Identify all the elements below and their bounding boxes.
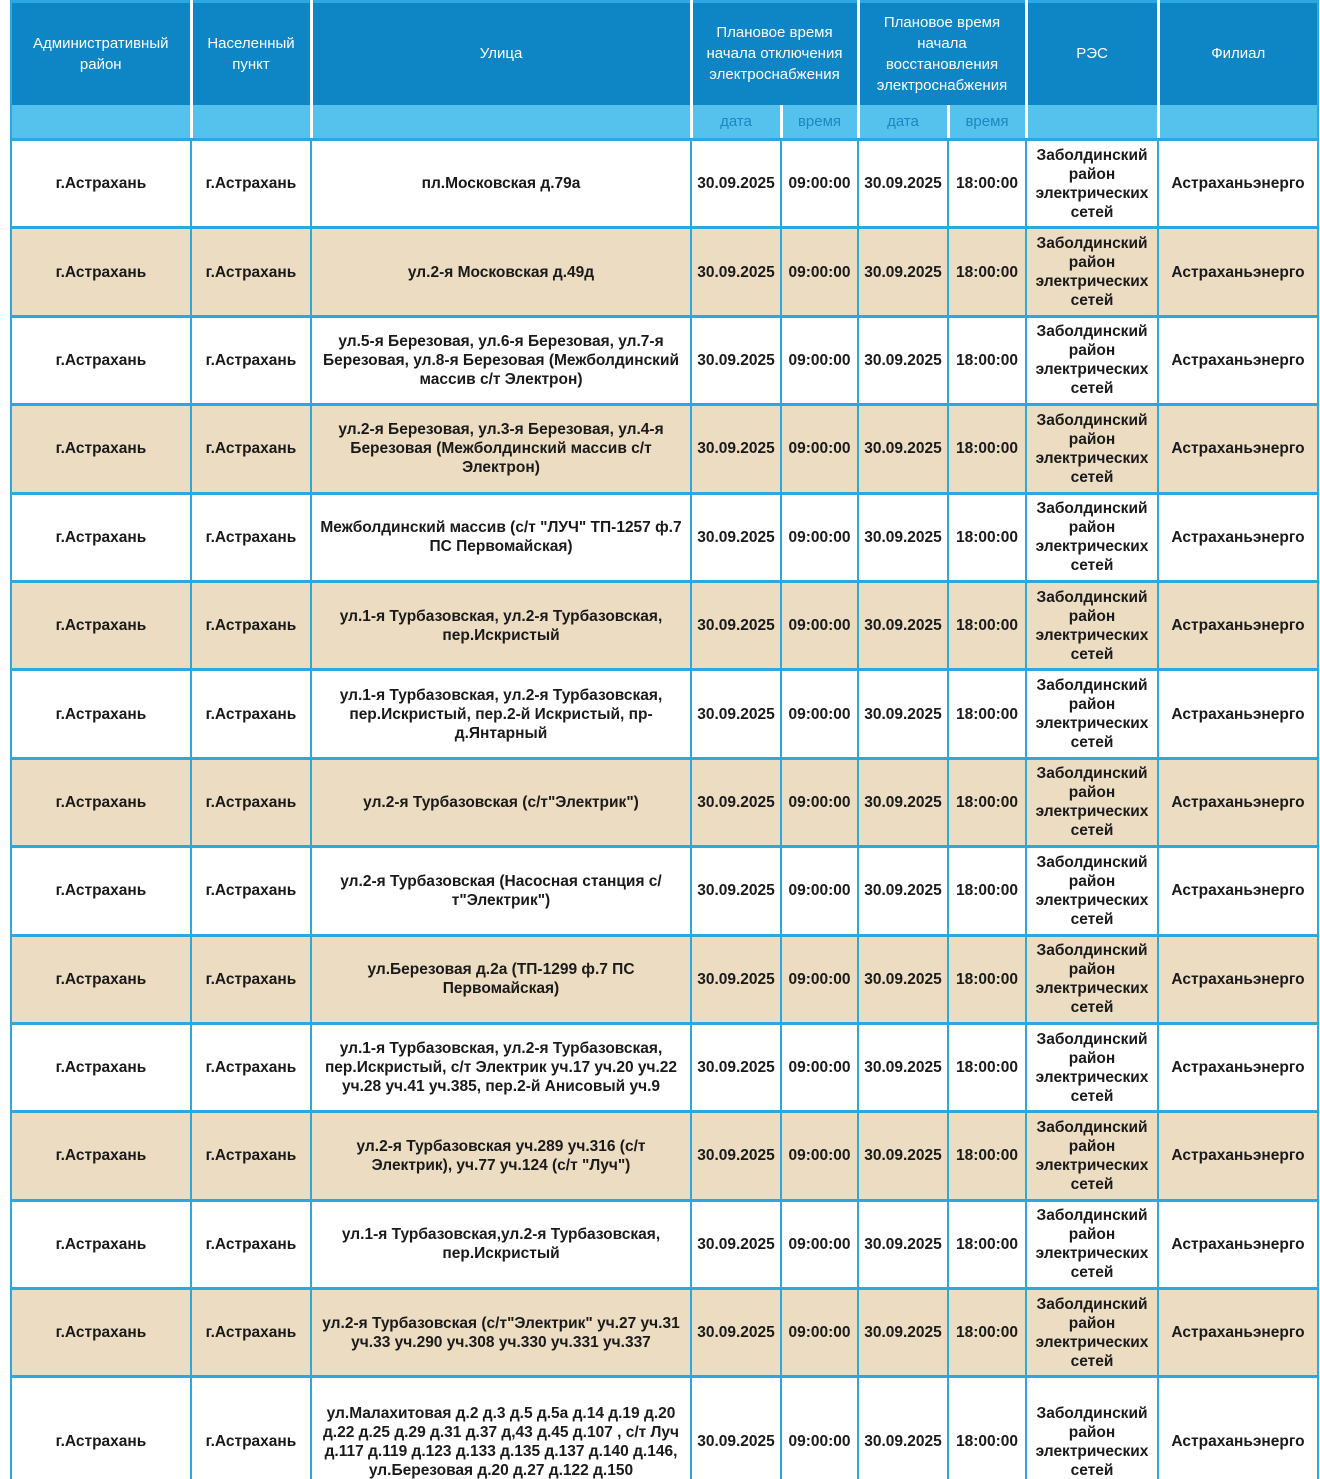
cell-res: Заболдинский район электрических сетей (1026, 140, 1158, 228)
header-planned-outage-start: Плановое время начала отключения электроснабжения (691, 2, 858, 105)
cell-street: ул.1-я Турбазовская,ул.2-я Турбазовская, пер.Искристый (311, 1200, 691, 1288)
cell-outage-date: 30.09.2025 (691, 670, 781, 758)
cell-branch: Астраханьэнерго (1158, 1289, 1318, 1377)
cell-restore-time: 18:00:00 (948, 405, 1026, 493)
cell-restore-date: 30.09.2025 (858, 405, 948, 493)
cell-street: ул.2-я Турбазовская уч.289 уч.316 (с/т Электрик), уч.77 уч.124 (с/т "Луч") (311, 1112, 691, 1200)
cell-outage-date: 30.09.2025 (691, 405, 781, 493)
header-row-main (11, 2, 1318, 105)
cell-settlement: г.Астрахань (191, 847, 311, 935)
subheader-empty-branch (1158, 105, 1318, 140)
cell-restore-date: 30.09.2025 (858, 758, 948, 846)
cell-settlement: г.Астрахань (191, 1023, 311, 1111)
cell-branch: Астраханьэнерго (1158, 316, 1318, 404)
cell-street: ул.2-я Турбазовская (с/т"Электрик" уч.27 уч.31 уч.33 уч.290 уч.308 уч.330 уч.331 уч.337 (311, 1289, 691, 1377)
subheader-empty-street (311, 105, 691, 140)
cell-outage-time: 09:00:00 (781, 1200, 858, 1288)
cell-outage-date: 30.09.2025 (691, 140, 781, 228)
cell-restore-time: 18:00:00 (948, 493, 1026, 581)
cell-settlement: г.Астрахань (191, 228, 311, 316)
cell-settlement: г.Астрахань (191, 140, 311, 228)
cell-settlement: г.Астрахань (191, 405, 311, 493)
header-res: РЭС (1026, 2, 1158, 105)
cell-district: г.Астрахань (11, 935, 191, 1023)
cell-street: ул.2-я Московская д.49д (311, 228, 691, 316)
cell-street: ул.Малахитовая д.2 д.3 д.5 д.5а д.14 д.19 д.20 д.22 д.25 д.29 д.31 д.37 д,43 д.45 д.107 , с/т Луч д.117 д.119 д.123 д.133 д.135 д.137 д.140 д.146, ул.Березовая д.20 д.27 д.122 д.150 (311, 1377, 691, 1479)
table-row (11, 405, 1318, 493)
cell-branch: Астраханьэнерго (1158, 1377, 1318, 1479)
cell-restore-date: 30.09.2025 (858, 670, 948, 758)
cell-res: Заболдинский район электрических сетей (1026, 1377, 1158, 1479)
cell-district: г.Астрахань (11, 140, 191, 228)
cell-outage-time: 09:00:00 (781, 1023, 858, 1111)
header-row-sub (11, 105, 1318, 140)
cell-restore-date: 30.09.2025 (858, 1023, 948, 1111)
cell-restore-time: 18:00:00 (948, 228, 1026, 316)
cell-outage-date: 30.09.2025 (691, 847, 781, 935)
table-row (11, 670, 1318, 758)
cell-outage-time: 09:00:00 (781, 1112, 858, 1200)
cell-restore-date: 30.09.2025 (858, 493, 948, 581)
cell-restore-time: 18:00:00 (948, 935, 1026, 1023)
cell-res: Заболдинский район электрических сетей (1026, 670, 1158, 758)
cell-restore-date: 30.09.2025 (858, 935, 948, 1023)
cell-branch: Астраханьэнерго (1158, 493, 1318, 581)
table-row (11, 1289, 1318, 1377)
table-row (11, 935, 1318, 1023)
cell-settlement: г.Астрахань (191, 1289, 311, 1377)
header-administrative-district: Административный район (11, 2, 191, 105)
cell-res: Заболдинский район электрических сетей (1026, 847, 1158, 935)
cell-restore-date: 30.09.2025 (858, 140, 948, 228)
cell-restore-date: 30.09.2025 (858, 847, 948, 935)
cell-district: г.Астрахань (11, 1289, 191, 1377)
cell-district: г.Астрахань (11, 1112, 191, 1200)
cell-branch: Астраханьэнерго (1158, 140, 1318, 228)
cell-restore-time: 18:00:00 (948, 1112, 1026, 1200)
cell-res: Заболдинский район электрических сетей (1026, 228, 1158, 316)
cell-res: Заболдинский район электрических сетей (1026, 758, 1158, 846)
cell-district: г.Астрахань (11, 1023, 191, 1111)
subheader-empty-settlement (191, 105, 311, 140)
cell-settlement: г.Астрахань (191, 670, 311, 758)
cell-restore-date: 30.09.2025 (858, 316, 948, 404)
cell-district: г.Астрахань (11, 847, 191, 935)
cell-branch: Астраханьэнерго (1158, 758, 1318, 846)
cell-outage-time: 09:00:00 (781, 847, 858, 935)
cell-restore-time: 18:00:00 (948, 758, 1026, 846)
cell-outage-time: 09:00:00 (781, 316, 858, 404)
table-header (11, 2, 1318, 140)
cell-district: г.Астрахань (11, 758, 191, 846)
cell-branch: Астраханьэнерго (1158, 228, 1318, 316)
cell-outage-date: 30.09.2025 (691, 493, 781, 581)
subheader-restore-date: дата (858, 105, 948, 140)
subheader-outage-time: время (781, 105, 858, 140)
cell-restore-time: 18:00:00 (948, 1200, 1026, 1288)
cell-restore-date: 30.09.2025 (858, 581, 948, 669)
cell-branch: Астраханьэнерго (1158, 581, 1318, 669)
table-row (11, 1112, 1318, 1200)
cell-outage-time: 09:00:00 (781, 493, 858, 581)
cell-street: ул.2-я Турбазовская (с/т"Электрик") (311, 758, 691, 846)
cell-district: г.Астрахань (11, 670, 191, 758)
cell-restore-date: 30.09.2025 (858, 228, 948, 316)
header-planned-restore-start: Плановое время начала восстановления электроснабжения (858, 2, 1026, 105)
cell-district: г.Астрахань (11, 228, 191, 316)
header-street: Улица (311, 2, 691, 105)
cell-street: ул.2-я Березовая, ул.3-я Березовая, ул.4-я Березовая (Межболдинский массив с/т Электрон) (311, 405, 691, 493)
cell-district: г.Астрахань (11, 316, 191, 404)
cell-outage-date: 30.09.2025 (691, 1023, 781, 1111)
subheader-empty-district (11, 105, 191, 140)
cell-res: Заболдинский район электрических сетей (1026, 493, 1158, 581)
cell-res: Заболдинский район электрических сетей (1026, 316, 1158, 404)
cell-branch: Астраханьэнерго (1158, 935, 1318, 1023)
cell-outage-date: 30.09.2025 (691, 581, 781, 669)
cell-street: ул.1-я Турбазовская, ул.2-я Турбазовская, пер.Искристый (311, 581, 691, 669)
cell-branch: Астраханьэнерго (1158, 1112, 1318, 1200)
cell-settlement: г.Астрахань (191, 581, 311, 669)
cell-outage-time: 09:00:00 (781, 228, 858, 316)
cell-res: Заболдинский район электрических сетей (1026, 1289, 1158, 1377)
table-row (11, 1023, 1318, 1111)
cell-res: Заболдинский район электрических сетей (1026, 1112, 1158, 1200)
cell-settlement: г.Астрахань (191, 316, 311, 404)
cell-outage-date: 30.09.2025 (691, 758, 781, 846)
table-row (11, 228, 1318, 316)
cell-settlement: г.Астрахань (191, 1112, 311, 1200)
cell-outage-time: 09:00:00 (781, 1377, 858, 1479)
table-row (11, 140, 1318, 228)
cell-restore-time: 18:00:00 (948, 1289, 1026, 1377)
cell-branch: Астраханьэнерго (1158, 670, 1318, 758)
cell-restore-time: 18:00:00 (948, 316, 1026, 404)
cell-street: ул.5-я Березовая, ул.6-я Березовая, ул.7-я Березовая, ул.8-я Березовая (Межболдинский массив с/т Электрон) (311, 316, 691, 404)
table-row (11, 1377, 1318, 1479)
cell-res: Заболдинский район электрических сетей (1026, 935, 1158, 1023)
subheader-empty-res (1026, 105, 1158, 140)
cell-district: г.Астрахань (11, 405, 191, 493)
cell-restore-time: 18:00:00 (948, 140, 1026, 228)
cell-restore-time: 18:00:00 (948, 581, 1026, 669)
cell-res: Заболдинский район электрических сетей (1026, 405, 1158, 493)
cell-outage-time: 09:00:00 (781, 670, 858, 758)
cell-outage-date: 30.09.2025 (691, 935, 781, 1023)
cell-res: Заболдинский район электрических сетей (1026, 1023, 1158, 1111)
cell-outage-date: 30.09.2025 (691, 1200, 781, 1288)
cell-outage-time: 09:00:00 (781, 1289, 858, 1377)
cell-district: г.Астрахань (11, 1377, 191, 1479)
cell-street: ул.2-я Турбазовская (Насосная станция с/т"Электрик") (311, 847, 691, 935)
cell-restore-date: 30.09.2025 (858, 1289, 948, 1377)
cell-district: г.Астрахань (11, 1200, 191, 1288)
cell-branch: Астраханьэнерго (1158, 847, 1318, 935)
cell-branch: Астраханьэнерго (1158, 1200, 1318, 1288)
cell-settlement: г.Астрахань (191, 493, 311, 581)
cell-settlement: г.Астрахань (191, 758, 311, 846)
subheader-restore-time: время (948, 105, 1026, 140)
cell-settlement: г.Астрахань (191, 935, 311, 1023)
cell-settlement: г.Астрахань (191, 1200, 311, 1288)
cell-settlement: г.Астрахань (191, 1377, 311, 1479)
table-row (11, 316, 1318, 404)
cell-district: г.Астрахань (11, 493, 191, 581)
cell-restore-date: 30.09.2025 (858, 1112, 948, 1200)
cell-street: ул.1-я Турбазовская, ул.2-я Турбазовская, пер.Искристый, пер.2-й Искристый, пр-д.Янтарный (311, 670, 691, 758)
table-body (11, 140, 1318, 1479)
cell-outage-date: 30.09.2025 (691, 1112, 781, 1200)
table-row (11, 493, 1318, 581)
cell-outage-time: 09:00:00 (781, 935, 858, 1023)
table-row (11, 847, 1318, 935)
cell-outage-date: 30.09.2025 (691, 1289, 781, 1377)
header-branch: Филиал (1158, 2, 1318, 105)
cell-outage-date: 30.09.2025 (691, 1377, 781, 1479)
cell-outage-date: 30.09.2025 (691, 316, 781, 404)
cell-street: пл.Московская д.79а (311, 140, 691, 228)
table-row (11, 758, 1318, 846)
cell-district: г.Астрахань (11, 581, 191, 669)
cell-street: ул.Березовая д.2а (ТП-1299 ф.7 ПС Первомайская) (311, 935, 691, 1023)
cell-outage-time: 09:00:00 (781, 140, 858, 228)
cell-restore-date: 30.09.2025 (858, 1200, 948, 1288)
cell-res: Заболдинский район электрических сетей (1026, 1200, 1158, 1288)
cell-restore-time: 18:00:00 (948, 1377, 1026, 1479)
cell-restore-time: 18:00:00 (948, 1023, 1026, 1111)
cell-restore-time: 18:00:00 (948, 847, 1026, 935)
cell-outage-time: 09:00:00 (781, 405, 858, 493)
cell-res: Заболдинский район электрических сетей (1026, 581, 1158, 669)
cell-branch: Астраханьэнерго (1158, 405, 1318, 493)
cell-street: ул.1-я Турбазовская, ул.2-я Турбазовская, пер.Искристый, с/т Электрик уч.17 уч.20 уч.22 уч.28 уч.41 уч.385, пер.2-й Анисовый уч.9 (311, 1023, 691, 1111)
outage-table (10, 0, 1319, 1479)
cell-branch: Астраханьэнерго (1158, 1023, 1318, 1111)
table-row (11, 581, 1318, 669)
cell-restore-date: 30.09.2025 (858, 1377, 948, 1479)
cell-outage-time: 09:00:00 (781, 758, 858, 846)
cell-street: Межболдинский массив (с/т "ЛУЧ" ТП-1257 ф.7 ПС Первомайская) (311, 493, 691, 581)
cell-outage-date: 30.09.2025 (691, 228, 781, 316)
subheader-outage-date: дата (691, 105, 781, 140)
cell-outage-time: 09:00:00 (781, 581, 858, 669)
header-settlement: Населенный пункт (191, 2, 311, 105)
cell-restore-time: 18:00:00 (948, 670, 1026, 758)
table-row (11, 1200, 1318, 1288)
